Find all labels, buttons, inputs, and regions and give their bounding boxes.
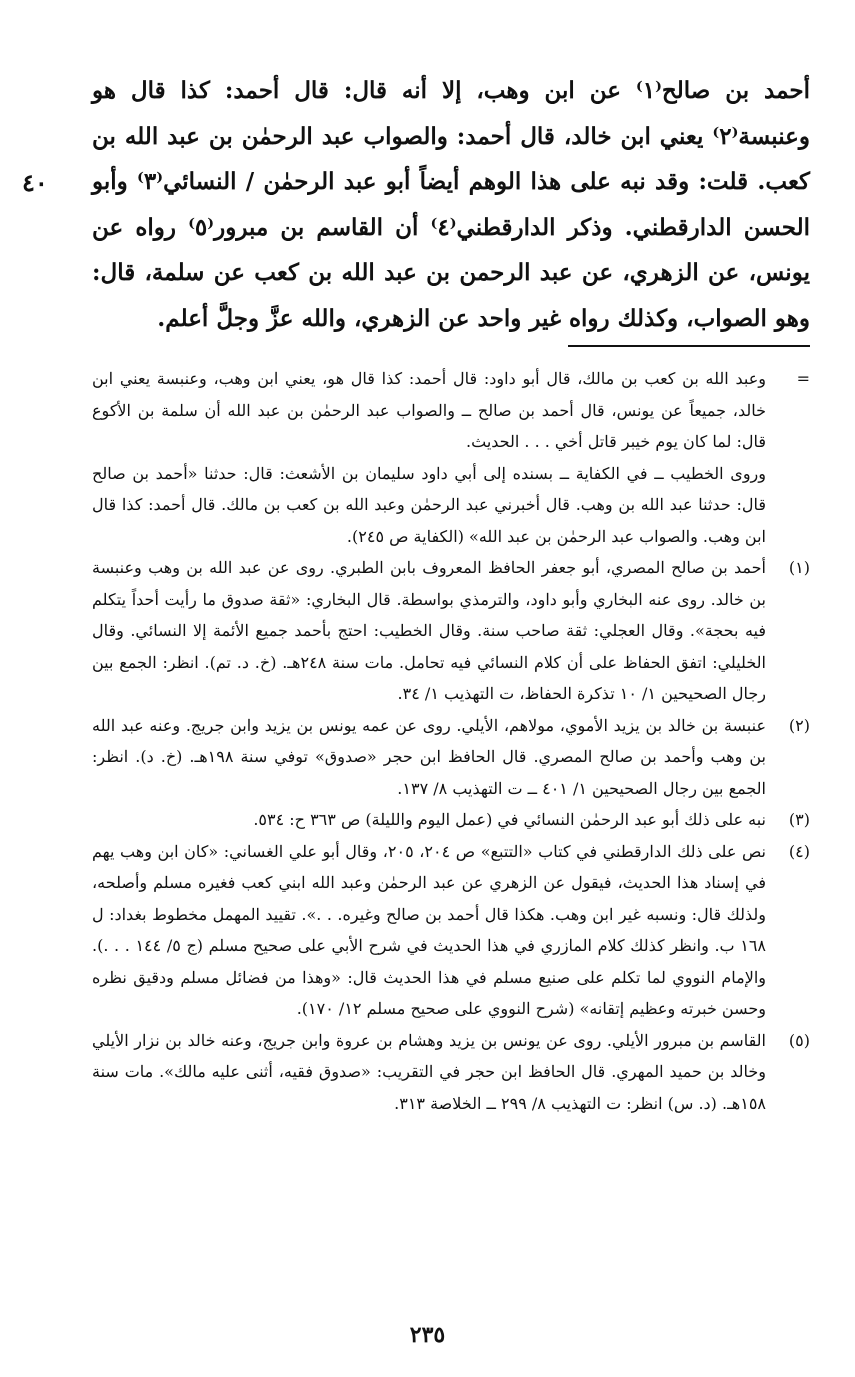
footnote-3	[92, 804, 810, 836]
footnote-text: نبه على ذلك أبو عبد الرحمٰن النسائي في (عمل اليوم والليلة) ص ٣٦٣ ح: ٥٣٤.	[253, 810, 766, 829]
footnote-text: عنبسة بن خالد بن يزيد الأموي، مولاهم، الأيلي. روى عن عمه يونس بن يزيد وابن جريج. وعنه عبد الله بن وهب وأحمد بن صالح المصري. قال الحافظ ابن حجر «صدوق» توفي سنة ١٩٨هـ. (خ. د). انظر: الجمع بين رجال الصحيحين ١/ ٤٠١ ــ ت التهذيب ٨/ ١٣٧.	[92, 715, 766, 798]
line-number: ٤٠	[22, 168, 48, 197]
footnote-marker: (٤)	[788, 841, 810, 861]
main-text: أحمد بن صالح⁽١⁾ عن ابن وهب، إلا أنه قال: قال أحمد: كذا قال هو وعنبسة⁽٢⁾ يعني ابن خالد، قال أحمد: والصواب عبد الرحمٰن بن عبد الله بن كعب. قلت: وقد نبه على هذا الوهم أيضاً أبو عبد الرحمٰن / النسائي⁽٣⁾ وأبو الحسن الدارقطني. وذكر الدارقطني⁽٤⁾ أن القاسم بن مبرور⁽٥⁾ رواه عن يونس، عن الزهري، عن عبد الرحمن بن عبد الله بن كعب عن سلمة، قال: وهو الصواب، وكذلك رواه غير واحد عن الزهري، والله عزَّ وجلَّ أعلم.	[92, 77, 810, 332]
footnote-1	[92, 552, 810, 710]
footnote-marker: (٣)	[788, 810, 810, 829]
footnote-marker: =	[796, 369, 810, 388]
footnote-marker: (٢)	[788, 715, 810, 735]
page-number: ٢٣٥	[409, 1322, 446, 1348]
footnote-text: نص على ذلك الدارقطني في كتاب «التتبع» ص ٢٠٤، ٢٠٥، وقال أبو علي الغساني: «كان ابن وهب يهم في إسناد هذا الحديث، فيقول عن الزهري عن عبد الرحمٰن وعبد الله ابني كعب فغيره مسلم وأصلحه، ولذلك قال: ونسبه غير ابن وهب. هكذا قال أحمد بن صالح وغيره. . .». تقييد المهمل مخطوط بغداد: ل ١٦٨ ب. وانظر كذلك كلام المازري في هذا الحديث في شرح الأبي على صحيح مسلم (ج ٥/ ١٤٤ . . .). والإمام النووي لما تكلم على صنيع مسلم في هذا الحديث قال: «وهذا من فضائل مسلم ودقيق نظره وحسن خبرته وعظيم إتقانه» (شرح النووي على صحيح مسلم ١٢/ ١٧٠).	[92, 841, 767, 1018]
footnote-marker: (١)	[788, 558, 810, 577]
footnote-4	[92, 836, 810, 1025]
footnote-separator	[568, 345, 810, 347]
footnote-text: القاسم بن مبرور الأيلي. روى عن يونس بن يزيد وهشام بن عروة وابن جريج، وعنه خالد بن نزار الأيلي وخالد بن حميد المهري. قال الحافظ ابن حجر في التقريب: «صدوق فقيه، أثنى عليه مالك». مات سنة ١٥٨هـ. (د. س) انظر: ت التهذيب ٨/ ٢٩٩ ــ الخلاصة ٣١٣.	[92, 1030, 766, 1113]
footnotes	[92, 363, 810, 1119]
footnote-2	[92, 710, 810, 805]
footnote-marker: (٥)	[788, 1030, 810, 1050]
footnote-text: أحمد بن صالح المصري، أبو جعفر الحافظ المعروف بابن الطبري. روى عن عبد الله بن وهب وعنبسة بن خالد. روى عنه البخاري وأبو داود، والترمذي بواسطة. قال البخاري: «ثقة صدوق ما رأيت أحداً يتكلم فيه بحجة». وقال العجلي: ثقة صاحب سنة. وقال الخطيب: احتج بأحمد جميع الأئمة إلا النسائي. وقال الخليلي: اتفق الحفاظ على أن كلام النسائي فيه تحامل. مات سنة ٢٤٨هـ. (خ. د. تم). انظر: الجمع بين رجال الصحيحين ١/ ١٠ تذكرة الحفاظ، ت التهذيب ١/ ٣٤.	[92, 558, 767, 703]
footnote-text: وعبد الله بن كعب بن مالك، قال أبو داود: قال أحمد: كذا قال هو، يعني ابن وهب، وعنبسة يعني ابن خالد، جميعاً عن يونس، قال أحمد بن صالح ــ والصواب عبد الرحمٰن بن عبد الله أن سلمة بن الأكوع قال: لما كان يوم خيبر قاتل أخي . . . الحديث. وروى الخطيب ــ في الكفاية ــ بسنده إلى أبي داود سليمان بن الأشعث: قال: حدثنا «أحمد بن صالح قال: حدثنا عبد الله بن وهب. قال أخبرني عبد الرحمٰن وعبد الله بن كعب بن مالك. قال أحمد: كذا قال ابن وهب. والصواب عبد الرحمٰن بن عبد الله» (الكفاية ص ٢٤٥).	[92, 369, 766, 546]
footnote-continuation	[92, 363, 810, 552]
footnote-5	[92, 1025, 810, 1120]
